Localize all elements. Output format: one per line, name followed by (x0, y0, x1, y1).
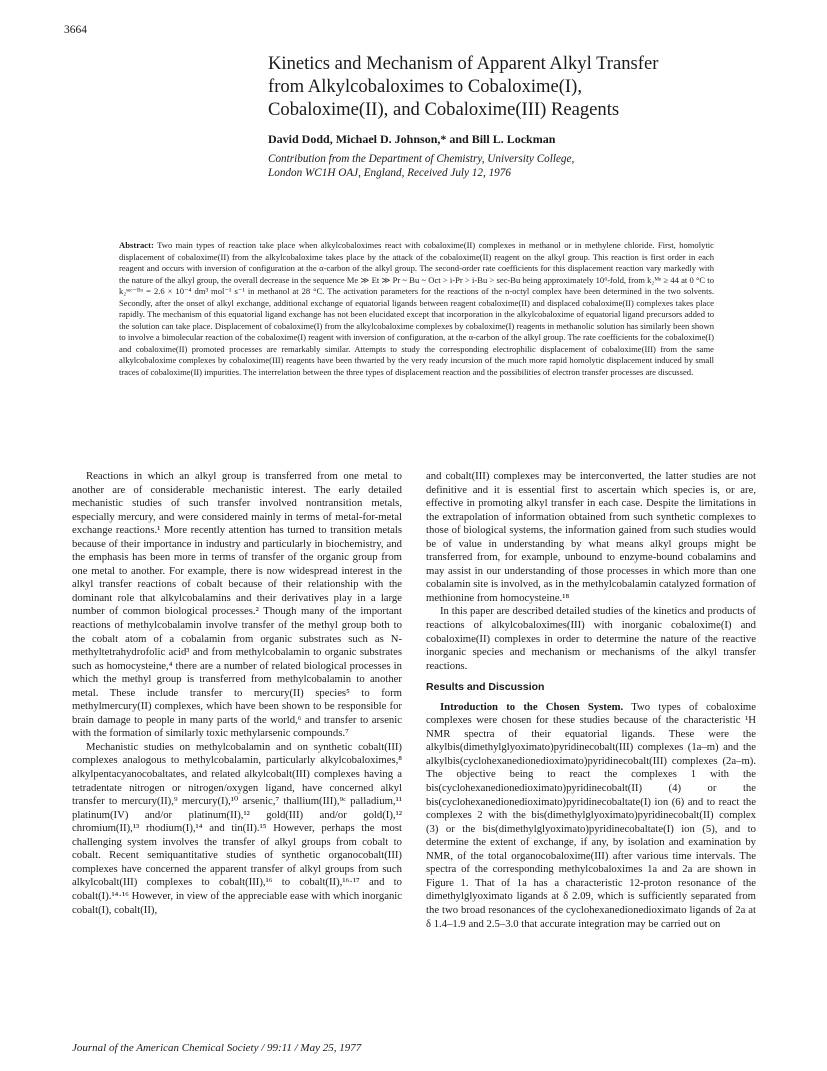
abstract-text: Two main types of reaction take place when alkylcobaloximes react with cobaloxime(II) complexes in methanol or in methylene chloride. First, homolytic displacement of cobaloxime(II) from the alkylcobaloxime takes place by the attack of the cobaloxime(II) reagent on the alkyl group. This reaction is first order in each reagent and occurs with inversion of configuration at the α-carbon of the alkyl group. The second-order rate coefficients for this displacement reaction vary markedly with the nature of the alkyl group, the overall decrease in the sequence Me ≫ Et ≫ Pr ~ Bu ~ Oct > i-Pr > i-Bu > sec-Bu being approximately 10⁶-fold, from k₂ᴹᵉ ≥ 44 at 0 °C to k₂ˢᵉᶜ⁻ᴮᵘ = 2.6 × 10⁻⁴ dm³ mol⁻¹ s⁻¹ in methanol at 28 °C. The activation parameters for the reactions of the n-octyl complex have been determined in the two solvents. Secondly, after the onset of alkyl exchange, additional exchange of equatorial ligands between reagent cobaloxime(II) and displaced cobaloxime(II) complexes takes place rapidly. The mechanism of this equatorial ligand exchange has not been elucidated except that incorporation in the alkylcobaloxime of equatorial ligand precursors added to the solution can take place. Displacement of cobaloxime(I) from the alkylcobaloxime complexes by cobaloxime(I) reagents in methanolic solution has similarly been shown to involve a bimolecular reaction of the cobaloxime(I) reagent with inversion of configuration, at the α-carbon of the alkyl group. The rate coefficients for the cobaloxime(I) and cobaloxime(II) promoted processes are remarkably similar. Attempts to study the corresponding electrophilic displacement of cobaloxime(III) from the same alkylcobaloxime complexes by cobaloxime(III) reagents have been thwarted by the very ready incursion of the much more rapid homolytic displacement induced by small traces of cobaloxime(II) impurities. The interrelation between the three types of displacement reaction and the possibilities of electron transfer processes are discussed. (119, 240, 714, 377)
abstract-label: Abstract: (119, 240, 154, 250)
article-title (268, 52, 788, 121)
title-line: Cobaloxime(II), and Cobaloxime(III) Reagents (268, 99, 620, 120)
body-paragraph: and cobalt(III) complexes may be interconverted, the latter studies are not definitive and it is essential first to ascertain which species is, or are, effective in promoting alkyl transfer in each case. Despite the limitations in the extrapolation of information obtained from such synthetic complexes to those of biological systems, the information gained from such studies would be of value in understanding by what means alkyl groups might be transferred from, for example, unbound to enzyme-bound cobalamins and may assist in our understanding of those processes in which more than one cobalamin site is involved, as in the methylcobalamin catalyzed formation of methionine from homocysteine.¹⁸ (426, 470, 756, 604)
subsection-text: Two types of cobaloxime complexes were chosen for these studies because of the characteristic ¹H NMR spectra of their equatorial ligands. These were the alkylbis(dimethylglyoximato)pyridinecobalt(III) complexes (1a–m) and the alkylbis(cyclohexanedionedioximato)pyridinecobalt(III) complexes (2a–m). The objective being to react the complexes 1 with the bis(cyclohexanedionedioximato)pyridinecobalt(II) (4) or the bis(cyclohexanedionedioximato)pyridinecobaltate(I) ion (6) and to react the complexes 2 with the bis(dimethylglyoximato)pyridinecobalt(II) complex (3) or the bis(dimethylglyoximato)pyridinecobaltate(I) ion (5), and to determine the extent of exchange, if any, by isolation and examination by NMR, of the total organocobaloxime(III) after various time intervals. The spectra of the corresponding methylcobaloximes 1a and 2a are shown in Figure 1. That of 1a has a characteristic 12-proton resonance of the dimethylglyoximato ligands at δ 2.09, which is sufficiently separated from the two broad resonances of the cyclohexanedionedioximato ligands of 2a at δ 1.4–1.9 and 2.5–3.0 that accurate integration may be carried out on (426, 700, 756, 930)
title-line: Kinetics and Mechanism of Apparent Alkyl Transfer (268, 53, 659, 74)
affiliation-line: London WC1H OAJ, England, Received July 12, 1976 (268, 167, 511, 179)
right-column (426, 470, 756, 931)
section-heading: Results and Discussion (426, 681, 545, 694)
body-paragraph: Mechanistic studies on methylcobalamin and on synthetic cobalt(III) complexes analogous to methylcobalamin, particularly alkylcobaloximes,⁸ alkylpentacyanocobaltates, and related alkylcobalt(III) complexes having a tetradentate nitrogen or nitrogen/oxygen ligand, have concerned alkyl transfer to mercury(II),⁹ mercury(I),¹⁰ arsenic,⁷ thallium(III),⁹ᶜ palladium,¹¹ platinum(IV) and/or platinum(II),¹² gold(III) and/or gold(I),¹² chromium(II),¹³ rhodium(I),¹⁴ and tin(II).¹⁵ However, perhaps the most challenging system involves the transfer of alkyl groups from cobalt to cobalt. Recent semiquantitative studies of synthetic organocobalt(III) complexes have concerned the apparent transfer of alkyl groups from such alkylcobalt(III) complexes to cobalt(III),¹⁶ to cobalt(II),¹⁶·¹⁷ and to cobalt(I).¹⁴·¹⁶ However, in view of the appreciable ease with which inorganic cobalt(I), cobalt(II), (72, 740, 402, 916)
authors: David Dodd, Michael D. Johnson,* and Bill L. Lockman (268, 132, 556, 146)
body-paragraph (426, 701, 756, 931)
body-paragraph: In this paper are described detailed studies of the kinetics and products of reactions of alkylcobaloximes(III) with inorganic cobaloxime(I) and cobaloxime(II) complexes in order to determine the nature of the reactive inorganic species and mechanism or mechanisms of the alkyl transfer reactions. (426, 605, 756, 672)
left-column (72, 470, 402, 917)
page-number: 3664 (64, 24, 87, 36)
abstract (119, 240, 714, 378)
title-block (268, 52, 788, 180)
body-paragraph: Reactions in which an alkyl group is transferred from one metal to another are of considerable mechanistic interest. The early detailed mechanistic studies of such transfer involved nontransition metals, especially mercury, and were considered mainly in terms of metal-for-metal exchange reactions.¹ More recently attention has turned to transition metals because of their importance in industry and particularly in biochemistry, and the emphasis has been more in terms of transfer of the organic group from one metal to another. For example, there is now widespread interest in the alkyl transfer reactions of cobalt because of their relationship with the dominant role that alkylcobalamins and their derivatives play in a large number of common biological processes.² Though many of the important reactions of methylcobalamin involve transfer of the methyl group both to the cobalt atom of a cobalamin from organic substrates such as N-methyltetrahydrofolic acid³ and from methylcobalamin to organic substrates such as homocysteine,⁴ there are a number of related biological processes in which the methyl group is transferred from methylcobalamin to another metal. These include transfer to mercury(II) species⁵ to form methylmercury(II) complexes, which have been shown to be responsible for brain damage to people in many parts of the world,⁶ and transfer to arsenic with the formation of similarly toxic methylarsenic compounds.⁷ (72, 470, 402, 740)
journal-footer: Journal of the American Chemical Society / 99:11 / May 25, 1977 (72, 1042, 362, 1054)
affiliation-line: Contribution from the Department of Chemistry, University College, (268, 153, 575, 165)
subsection-heading: Introduction to the Chosen System. (440, 700, 624, 713)
title-line: from Alkylcobaloximes to Cobaloxime(I), (268, 76, 582, 97)
affiliation (268, 152, 788, 180)
